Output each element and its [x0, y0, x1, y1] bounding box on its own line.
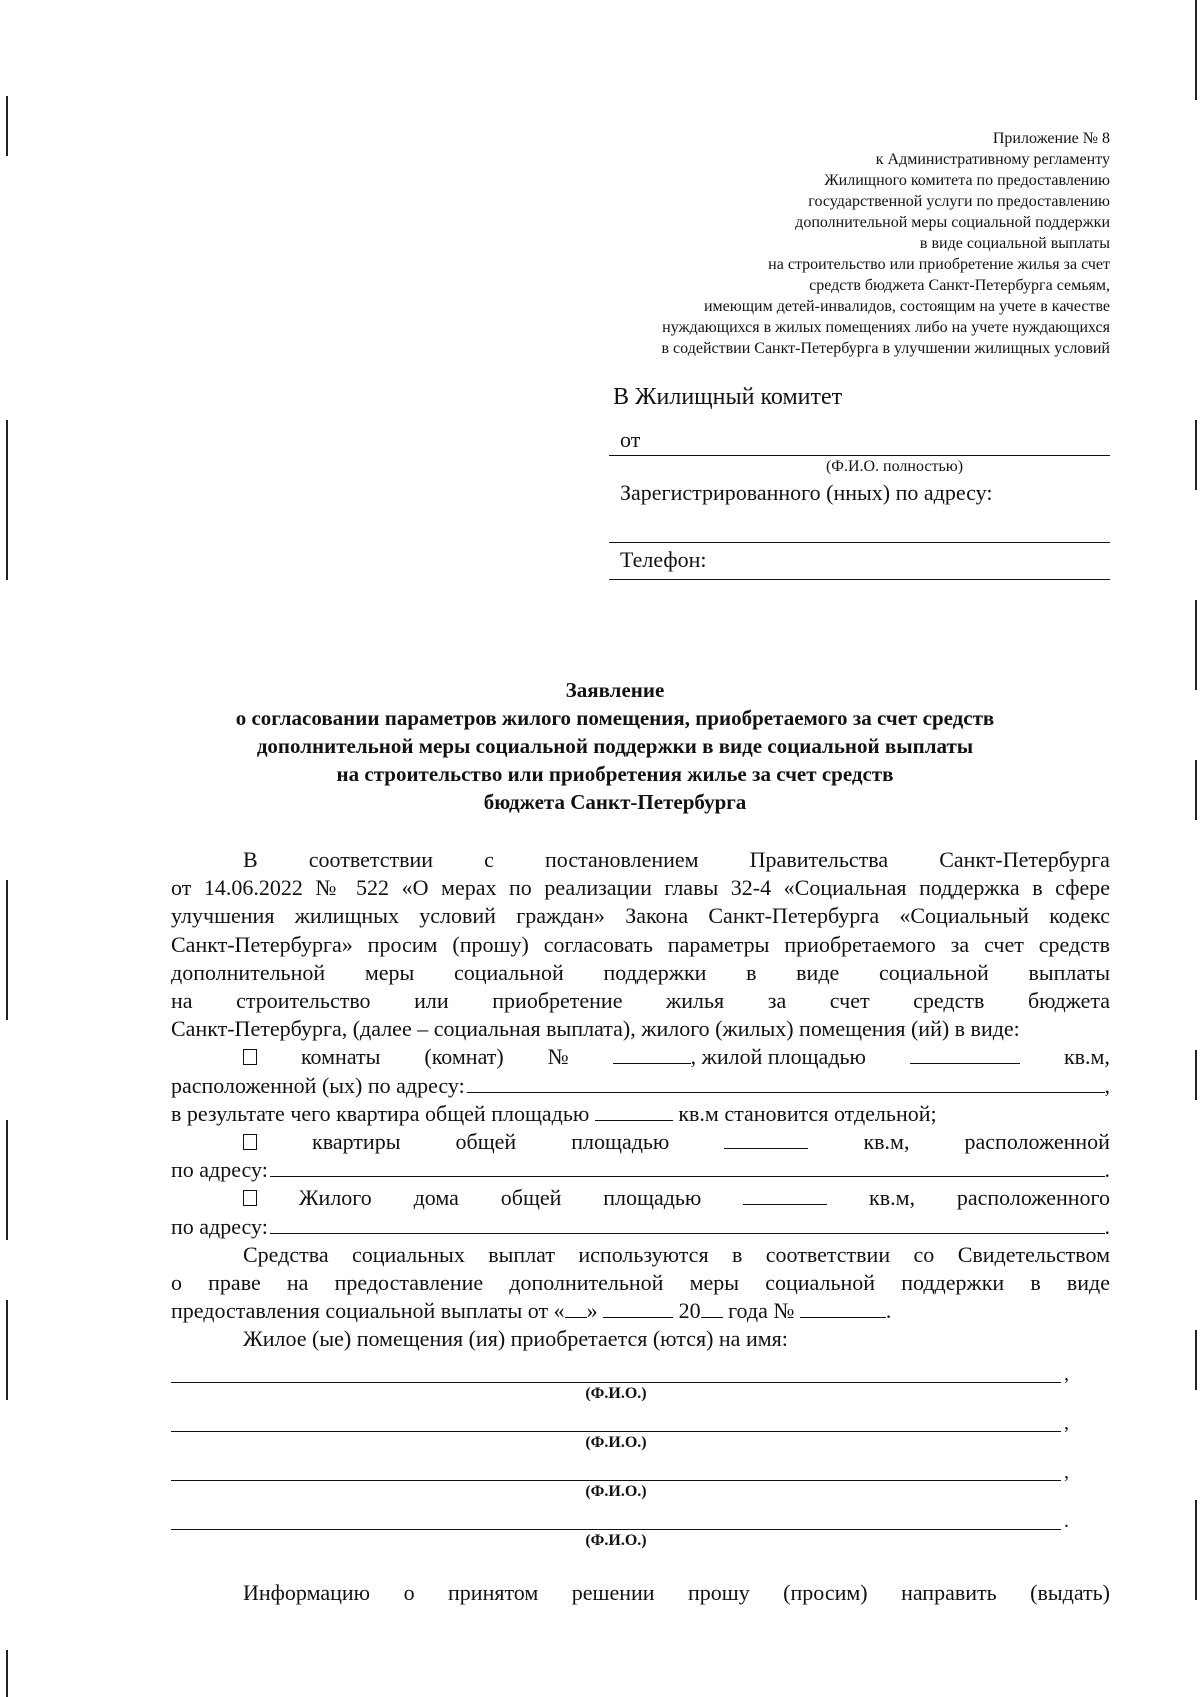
appendix-line: нуждающихся в жилых помещениях либо на учете нуждающихся [662, 319, 1110, 336]
title-line: на строительство или приобретения жилье за счет средств [336, 762, 894, 786]
word: о [403, 1580, 415, 1605]
title-line: Заявление [565, 678, 665, 702]
intro-line: дополнительной меры социальной поддержки в виде социальной выплаты [171, 959, 1110, 985]
appendix-line: Приложение № 8 [992, 130, 1110, 147]
number-label: года № [728, 1298, 795, 1324]
name-intro: Жилое (ые) помещения (ия) приобретается (ются) на имя: [243, 1326, 788, 1352]
scan-edge-mark [1195, 1330, 1197, 1390]
document-title [170, 676, 1060, 816]
word: площадью [603, 1185, 702, 1211]
name-entry-4 [171, 1505, 1071, 1550]
funds-line: о праве на предоставление дополнительной меры социальной поддержки в виде [171, 1270, 1110, 1296]
appendix-line: в содействии Санкт-Петербурга в улучшении жилищных условий [661, 340, 1110, 357]
punct: . [885, 1298, 892, 1324]
scan-edge-mark [6, 1120, 8, 1240]
appendix-line: государственной услуги по предоставлению [808, 193, 1110, 210]
unit-label: кв.м, [869, 1185, 916, 1211]
unit-label: кв.м, [1063, 1044, 1110, 1070]
total-area-field[interactable] [595, 1102, 673, 1121]
intro-line: от 14.06.2022 № 522 «О мерах по реализации главы 32-4 «Социальная поддержка в сфере [171, 875, 1110, 901]
word: Информацию [243, 1580, 371, 1605]
punct: . [1104, 1213, 1110, 1239]
word: дома [413, 1185, 459, 1211]
word: прошу [688, 1580, 750, 1605]
word: Жилого [298, 1185, 372, 1211]
house-area-field[interactable] [743, 1186, 827, 1205]
total-area-label: в результате чего квартира общей площадью [171, 1100, 590, 1126]
addressee-block [609, 384, 1110, 580]
title-line: бюджета Санкт-Петербурга [483, 790, 747, 814]
intro-line: Санкт-Петербурга» просим (прошу) согласовать параметры приобретаемого за счет средств [171, 931, 1110, 957]
living-area-label: , жилой площадью [690, 1044, 866, 1070]
option-apartment [171, 1128, 1110, 1156]
word: с [484, 847, 494, 872]
word: соответствии [308, 847, 434, 872]
scan-edge-mark [1195, 760, 1197, 820]
room-address-row [171, 1072, 1110, 1100]
fio-caption: (Ф.И.О.) [585, 1385, 647, 1402]
word: В [243, 847, 258, 872]
certificate-month-field[interactable] [603, 1299, 673, 1318]
from-label: от [620, 427, 641, 452]
appendix-line: к Административному регламенту [875, 151, 1110, 168]
word: общей [455, 1129, 517, 1155]
punct: , [1064, 1412, 1069, 1434]
fio-field[interactable] [171, 1505, 1069, 1532]
scan-edge-mark [1195, 420, 1197, 490]
registered-address-label: Зарегистрированного (нных) по адресу: [620, 480, 993, 505]
certificate-day-field[interactable] [565, 1299, 587, 1318]
year-prefix: 20 [678, 1298, 701, 1324]
word: (комнат) [424, 1044, 504, 1070]
house-address-field[interactable] [270, 1215, 1105, 1234]
scan-edge-mark [6, 420, 8, 580]
fio-caption: (Ф.И.О.) [585, 1483, 647, 1500]
address-label: по адресу: [171, 1157, 268, 1183]
scan-edge-mark [6, 1650, 8, 1697]
certificate-number-field[interactable] [800, 1299, 886, 1318]
word: общей [500, 1185, 562, 1211]
appendix-line: средств бюджета Санкт-Петербурга семьям, [809, 277, 1110, 294]
word: расположенной [964, 1129, 1110, 1155]
appendix-header [550, 128, 1110, 359]
fio-field[interactable] [171, 1407, 1069, 1434]
title-line: о согласовании параметров жилого помещения, приобретаемого за счет средств [235, 706, 995, 730]
apartment-checkbox[interactable] [243, 1134, 257, 1150]
word: (просим) [783, 1580, 868, 1605]
word: (выдать) [1030, 1580, 1110, 1605]
scan-edge-mark [6, 1300, 8, 1400]
appendix-line: на строительство или приобретение жилья за счет [768, 256, 1110, 273]
punct: . [1064, 1510, 1069, 1532]
info-line [171, 1580, 1110, 1606]
word: направить [901, 1580, 997, 1605]
appendix-line: Жилищного комитета по предоставлению [824, 172, 1110, 189]
option-house [171, 1184, 1110, 1212]
phone-label: Телефон: [620, 547, 707, 572]
fio-field[interactable] [171, 1358, 1069, 1385]
fio-caption: (Ф.И.О.) [585, 1434, 647, 1451]
appendix-line: дополнительной меры социальной поддержки [795, 214, 1110, 231]
scan-edge-mark [1195, 0, 1197, 100]
word: расположенного [956, 1185, 1110, 1211]
word: площадью [571, 1129, 670, 1155]
room-address-field[interactable] [467, 1074, 1105, 1093]
fio-field[interactable] [171, 1456, 1069, 1483]
scan-edge-mark [6, 880, 8, 1020]
punct: , [1064, 1363, 1069, 1385]
appendix-line: в виде социальной выплаты [919, 235, 1110, 252]
addressee-recipient: В Жилищный комитет [613, 384, 843, 410]
punct: , [1064, 1461, 1069, 1483]
intro-line: улучшения жилищных условий граждан» Закона Санкт-Петербурга «Социальный кодекс [171, 903, 1110, 929]
room-result-row [171, 1100, 1110, 1128]
house-address-row [171, 1213, 1110, 1241]
scan-edge-mark [1195, 1050, 1197, 1100]
apartment-address-row [171, 1156, 1110, 1184]
word: № [547, 1044, 569, 1070]
scan-edge-mark [1195, 1500, 1197, 1600]
funds-line: Средства социальных выплат используются в соответствии со Свидетельством [243, 1241, 1110, 1267]
punct: » [586, 1298, 598, 1324]
apartment-address-field[interactable] [270, 1158, 1105, 1177]
result-text: кв.м становится отдельной; [678, 1100, 937, 1126]
fio-full-caption: (Ф.И.О. полностью) [825, 458, 964, 475]
house-checkbox[interactable] [243, 1190, 257, 1206]
name-entry-2 [171, 1407, 1071, 1452]
word: квартиры [312, 1129, 401, 1155]
punct: . [1104, 1157, 1110, 1183]
address-label: по адресу: [171, 1213, 268, 1239]
word: комнаты [300, 1044, 381, 1070]
certificate-row [171, 1297, 1110, 1325]
title-line: дополнительной меры социальной поддержки в виде социальной выплаты [256, 734, 974, 758]
name-entry-1 [171, 1358, 1071, 1403]
intro-line: на строительство или приобретение жилья за счет средств бюджета [171, 988, 1110, 1014]
word: Правительства [749, 847, 889, 872]
certificate-label: предоставления социальной выплаты от « [171, 1298, 565, 1324]
application-body [171, 846, 1110, 1354]
word: принятом [448, 1580, 539, 1605]
word: Санкт-Петербурга [939, 847, 1110, 872]
fio-caption: (Ф.И.О.) [585, 1532, 647, 1549]
word: постановлением [545, 847, 699, 872]
name-entry-3 [171, 1456, 1071, 1501]
address-label: расположенной (ых) по адресу: [171, 1072, 465, 1098]
scan-edge-mark [6, 96, 8, 156]
intro-line: Санкт-Петербурга, (далее – социальная выплата), жилого (жилых) помещения (ий) в виде: [171, 1016, 1020, 1042]
phone-field[interactable] [609, 543, 1110, 580]
punct: , [1104, 1072, 1110, 1098]
option-room [171, 1043, 1110, 1071]
registered-address-field[interactable] [609, 512, 1110, 543]
room-checkbox[interactable] [243, 1049, 257, 1065]
room-number-field[interactable] [613, 1045, 691, 1064]
certificate-year-field[interactable] [701, 1299, 723, 1318]
apartment-area-field[interactable] [724, 1130, 808, 1149]
scan-edge-mark [1195, 600, 1197, 690]
word: решении [571, 1580, 655, 1605]
applicant-name-field[interactable] [609, 425, 1110, 456]
unit-label: кв.м, [863, 1129, 910, 1155]
appendix-line: имеющим детей-инвалидов, состоящим на учете в качестве [703, 298, 1110, 315]
intro-first-line [171, 846, 1110, 874]
living-area-field[interactable] [910, 1045, 1020, 1064]
